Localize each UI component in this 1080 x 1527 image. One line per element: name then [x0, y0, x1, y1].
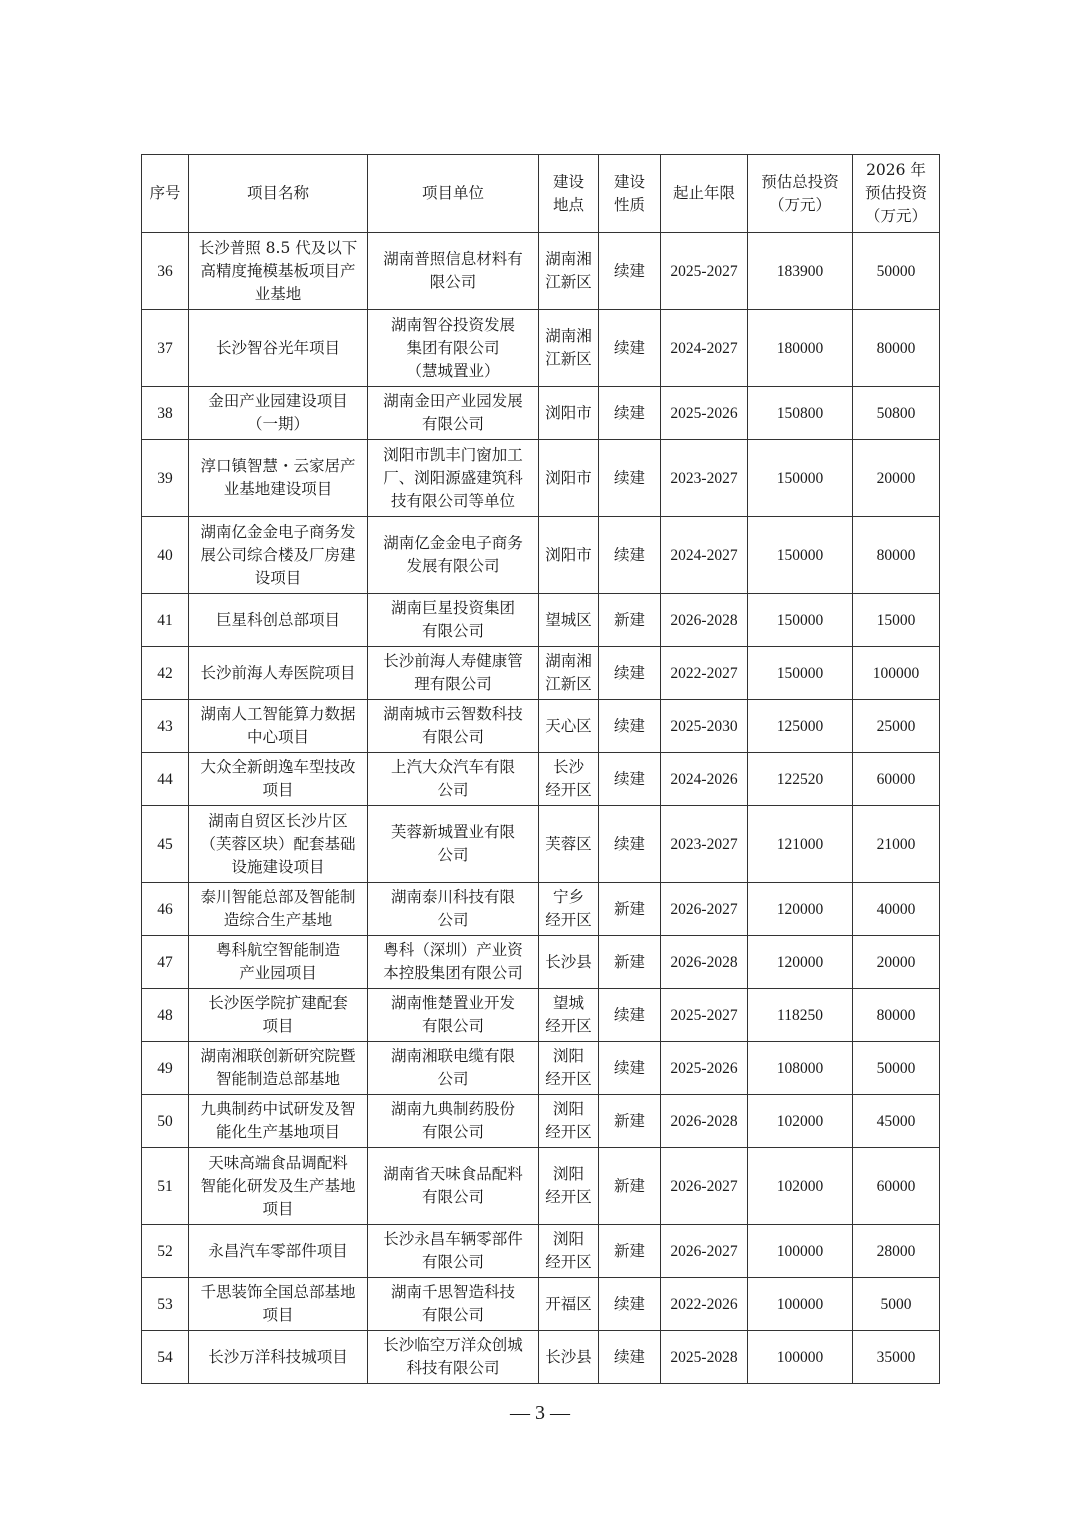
cell-nature: 新建	[599, 1225, 661, 1278]
cell-nature: 新建	[599, 1095, 661, 1148]
cell-nature: 新建	[599, 883, 661, 936]
cell-project-unit: 湖南千思智造科技 有限公司	[368, 1278, 539, 1331]
cell-investment-2026: 5000	[853, 1278, 940, 1331]
cell-location: 浏阳 经开区	[539, 1095, 599, 1148]
cell-no: 44	[142, 753, 189, 806]
cell-no: 38	[142, 387, 189, 440]
table-row	[142, 594, 940, 647]
cell-location: 长沙 经开区	[539, 753, 599, 806]
table-body	[142, 233, 940, 1384]
cell-total-investment: 118250	[748, 989, 853, 1042]
cell-total-investment: 183900	[748, 233, 853, 310]
cell-project-unit: 湖南湘联电缆有限 公司	[368, 1042, 539, 1095]
cell-period: 2026-2027	[661, 1148, 748, 1225]
cell-no: 51	[142, 1148, 189, 1225]
cell-total-investment: 150000	[748, 594, 853, 647]
cell-project-name: 千思装饰全国总部基地 项目	[189, 1278, 368, 1331]
table-row	[142, 1331, 940, 1384]
table-row	[142, 989, 940, 1042]
cell-project-unit: 长沙前海人寿健康管 理有限公司	[368, 647, 539, 700]
cell-project-name: 粤科航空智能制造 产业园项目	[189, 936, 368, 989]
cell-nature: 新建	[599, 936, 661, 989]
cell-investment-2026: 25000	[853, 700, 940, 753]
table-row	[142, 1278, 940, 1331]
header-cell-unit: 项目单位	[368, 155, 539, 233]
cell-total-investment: 102000	[748, 1148, 853, 1225]
header-cell-period: 起止年限	[661, 155, 748, 233]
cell-project-name: 湖南湘联创新研究院暨 智能制造总部基地	[189, 1042, 368, 1095]
cell-period: 2025-2026	[661, 1042, 748, 1095]
cell-period: 2026-2028	[661, 594, 748, 647]
cell-project-unit: 芙蓉新城置业有限 公司	[368, 806, 539, 883]
cell-location: 浏阳 经开区	[539, 1225, 599, 1278]
cell-location: 天心区	[539, 700, 599, 753]
table-row	[142, 387, 940, 440]
cell-location: 浏阳市	[539, 387, 599, 440]
cell-total-investment: 102000	[748, 1095, 853, 1148]
cell-location: 湖南湘 江新区	[539, 310, 599, 387]
cell-nature: 续建	[599, 700, 661, 753]
cell-nature: 续建	[599, 1278, 661, 1331]
cell-project-unit: 湖南亿金金电子商务 发展有限公司	[368, 517, 539, 594]
cell-period: 2024-2026	[661, 753, 748, 806]
cell-no: 54	[142, 1331, 189, 1384]
cell-project-name: 泰川智能总部及智能制 造综合生产基地	[189, 883, 368, 936]
cell-total-investment: 150000	[748, 647, 853, 700]
cell-project-unit: 湖南智谷投资发展 集团有限公司 （慧城置业）	[368, 310, 539, 387]
header-cell-no: 序号	[142, 155, 189, 233]
cell-investment-2026: 15000	[853, 594, 940, 647]
cell-nature: 续建	[599, 647, 661, 700]
cell-total-investment: 150000	[748, 440, 853, 517]
cell-nature: 续建	[599, 517, 661, 594]
cell-project-name: 长沙普照 8.5 代及以下 高精度掩模基板项目产 业基地	[189, 233, 368, 310]
cell-no: 36	[142, 233, 189, 310]
cell-project-name: 大众全新朗逸车型技改 项目	[189, 753, 368, 806]
cell-no: 45	[142, 806, 189, 883]
table-row	[142, 806, 940, 883]
table-row	[142, 440, 940, 517]
cell-project-name: 九典制药中试研发及智 能化生产基地项目	[189, 1095, 368, 1148]
cell-project-unit: 湖南巨星投资集团 有限公司	[368, 594, 539, 647]
cell-project-unit: 湖南普照信息材料有 限公司	[368, 233, 539, 310]
cell-project-unit: 湖南省天味食品配料 有限公司	[368, 1148, 539, 1225]
table-row	[142, 753, 940, 806]
cell-project-name: 长沙智谷光年项目	[189, 310, 368, 387]
cell-investment-2026: 20000	[853, 936, 940, 989]
project-table	[141, 154, 940, 1384]
cell-total-investment: 125000	[748, 700, 853, 753]
cell-project-unit: 湖南泰川科技有限 公司	[368, 883, 539, 936]
cell-investment-2026: 28000	[853, 1225, 940, 1278]
cell-project-name: 永昌汽车零部件项目	[189, 1225, 368, 1278]
table-row	[142, 936, 940, 989]
cell-project-unit: 上汽大众汽车有限 公司	[368, 753, 539, 806]
cell-period: 2025-2027	[661, 233, 748, 310]
cell-investment-2026: 20000	[853, 440, 940, 517]
cell-investment-2026: 40000	[853, 883, 940, 936]
cell-period: 2025-2028	[661, 1331, 748, 1384]
cell-project-name: 长沙前海人寿医院项目	[189, 647, 368, 700]
cell-location: 望城 经开区	[539, 989, 599, 1042]
cell-period: 2025-2027	[661, 989, 748, 1042]
cell-project-unit: 粤科（深圳）产业资 本控股集团有限公司	[368, 936, 539, 989]
cell-total-investment: 121000	[748, 806, 853, 883]
cell-period: 2022-2026	[661, 1278, 748, 1331]
cell-nature: 新建	[599, 594, 661, 647]
cell-no: 42	[142, 647, 189, 700]
cell-total-investment: 150000	[748, 517, 853, 594]
header-cell-total: 预估总投资 （万元）	[748, 155, 853, 233]
cell-location: 开福区	[539, 1278, 599, 1331]
cell-total-investment: 100000	[748, 1278, 853, 1331]
table-row	[142, 1148, 940, 1225]
cell-total-investment: 122520	[748, 753, 853, 806]
cell-project-name: 湖南人工智能算力数据 中心项目	[189, 700, 368, 753]
table-row	[142, 647, 940, 700]
cell-total-investment: 120000	[748, 936, 853, 989]
cell-period: 2026-2028	[661, 936, 748, 989]
header-cell-name: 项目名称	[189, 155, 368, 233]
table-row	[142, 700, 940, 753]
cell-project-name: 金田产业园建设项目 （一期）	[189, 387, 368, 440]
cell-no: 50	[142, 1095, 189, 1148]
cell-location: 长沙县	[539, 936, 599, 989]
cell-nature: 续建	[599, 233, 661, 310]
cell-project-name: 湖南自贸区长沙片区 （芙蓉区块）配套基础 设施建设项目	[189, 806, 368, 883]
cell-no: 49	[142, 1042, 189, 1095]
cell-location: 浏阳 经开区	[539, 1148, 599, 1225]
cell-total-investment: 180000	[748, 310, 853, 387]
header-cell-nature: 建设 性质	[599, 155, 661, 233]
cell-investment-2026: 60000	[853, 1148, 940, 1225]
cell-total-investment: 150800	[748, 387, 853, 440]
cell-total-investment: 100000	[748, 1331, 853, 1384]
cell-no: 46	[142, 883, 189, 936]
cell-no: 47	[142, 936, 189, 989]
cell-nature: 续建	[599, 989, 661, 1042]
cell-total-investment: 108000	[748, 1042, 853, 1095]
header-row	[142, 155, 940, 233]
cell-period: 2022-2027	[661, 647, 748, 700]
cell-period: 2026-2027	[661, 883, 748, 936]
cell-no: 37	[142, 310, 189, 387]
cell-investment-2026: 35000	[853, 1331, 940, 1384]
cell-period: 2023-2027	[661, 806, 748, 883]
table-row	[142, 883, 940, 936]
cell-project-unit: 长沙永昌车辆零部件 有限公司	[368, 1225, 539, 1278]
cell-nature: 续建	[599, 753, 661, 806]
cell-period: 2026-2027	[661, 1225, 748, 1278]
cell-period: 2024-2027	[661, 310, 748, 387]
cell-project-name: 天味高端食品调配料 智能化研发及生产基地 项目	[189, 1148, 368, 1225]
cell-location: 芙蓉区	[539, 806, 599, 883]
cell-project-unit: 湖南九典制药股份 有限公司	[368, 1095, 539, 1148]
cell-nature: 新建	[599, 1148, 661, 1225]
cell-investment-2026: 21000	[853, 806, 940, 883]
cell-total-investment: 100000	[748, 1225, 853, 1278]
cell-location: 浏阳 经开区	[539, 1042, 599, 1095]
cell-project-unit: 湖南惟楚置业开发 有限公司	[368, 989, 539, 1042]
cell-investment-2026: 50000	[853, 1042, 940, 1095]
cell-project-unit: 长沙临空万洋众创城 科技有限公司	[368, 1331, 539, 1384]
table-row	[142, 233, 940, 310]
cell-nature: 续建	[599, 1042, 661, 1095]
cell-location: 湖南湘 江新区	[539, 233, 599, 310]
cell-no: 43	[142, 700, 189, 753]
cell-period: 2025-2026	[661, 387, 748, 440]
cell-investment-2026: 80000	[853, 517, 940, 594]
cell-no: 52	[142, 1225, 189, 1278]
cell-project-name: 湖南亿金金电子商务发 展公司综合楼及厂房建 设项目	[189, 517, 368, 594]
cell-location: 湖南湘 江新区	[539, 647, 599, 700]
table-row	[142, 517, 940, 594]
cell-investment-2026: 80000	[853, 989, 940, 1042]
cell-total-investment: 120000	[748, 883, 853, 936]
page-number: — 3 —	[510, 1402, 570, 1424]
cell-no: 41	[142, 594, 189, 647]
cell-no: 48	[142, 989, 189, 1042]
cell-nature: 续建	[599, 387, 661, 440]
table-row	[142, 1095, 940, 1148]
cell-location: 望城区	[539, 594, 599, 647]
cell-project-unit: 湖南金田产业园发展 有限公司	[368, 387, 539, 440]
header-cell-invest2026: 2026 年 预估投资 （万元）	[853, 155, 940, 233]
cell-investment-2026: 45000	[853, 1095, 940, 1148]
cell-location: 浏阳市	[539, 440, 599, 517]
cell-location: 浏阳市	[539, 517, 599, 594]
cell-no: 39	[142, 440, 189, 517]
table-header	[142, 155, 940, 233]
cell-no: 53	[142, 1278, 189, 1331]
cell-investment-2026: 60000	[853, 753, 940, 806]
cell-nature: 续建	[599, 310, 661, 387]
cell-project-name: 长沙医学院扩建配套 项目	[189, 989, 368, 1042]
cell-period: 2023-2027	[661, 440, 748, 517]
table-row	[142, 310, 940, 387]
cell-investment-2026: 50000	[853, 233, 940, 310]
cell-project-name: 淳口镇智慧・云家居产 业基地建设项目	[189, 440, 368, 517]
cell-nature: 续建	[599, 440, 661, 517]
cell-nature: 续建	[599, 806, 661, 883]
cell-location: 长沙县	[539, 1331, 599, 1384]
cell-investment-2026: 80000	[853, 310, 940, 387]
cell-period: 2024-2027	[661, 517, 748, 594]
cell-period: 2025-2030	[661, 700, 748, 753]
cell-investment-2026: 50800	[853, 387, 940, 440]
cell-location: 宁乡 经开区	[539, 883, 599, 936]
cell-project-name: 长沙万洋科技城项目	[189, 1331, 368, 1384]
cell-project-unit: 湖南城市云智数科技 有限公司	[368, 700, 539, 753]
header-cell-location: 建设 地点	[539, 155, 599, 233]
cell-period: 2026-2028	[661, 1095, 748, 1148]
cell-project-unit: 浏阳市凯丰门窗加工 厂、浏阳源盛建筑科 技有限公司等单位	[368, 440, 539, 517]
cell-project-name: 巨星科创总部项目	[189, 594, 368, 647]
cell-investment-2026: 100000	[853, 647, 940, 700]
table-row	[142, 1042, 940, 1095]
cell-nature: 续建	[599, 1331, 661, 1384]
table-row	[142, 1225, 940, 1278]
cell-no: 40	[142, 517, 189, 594]
